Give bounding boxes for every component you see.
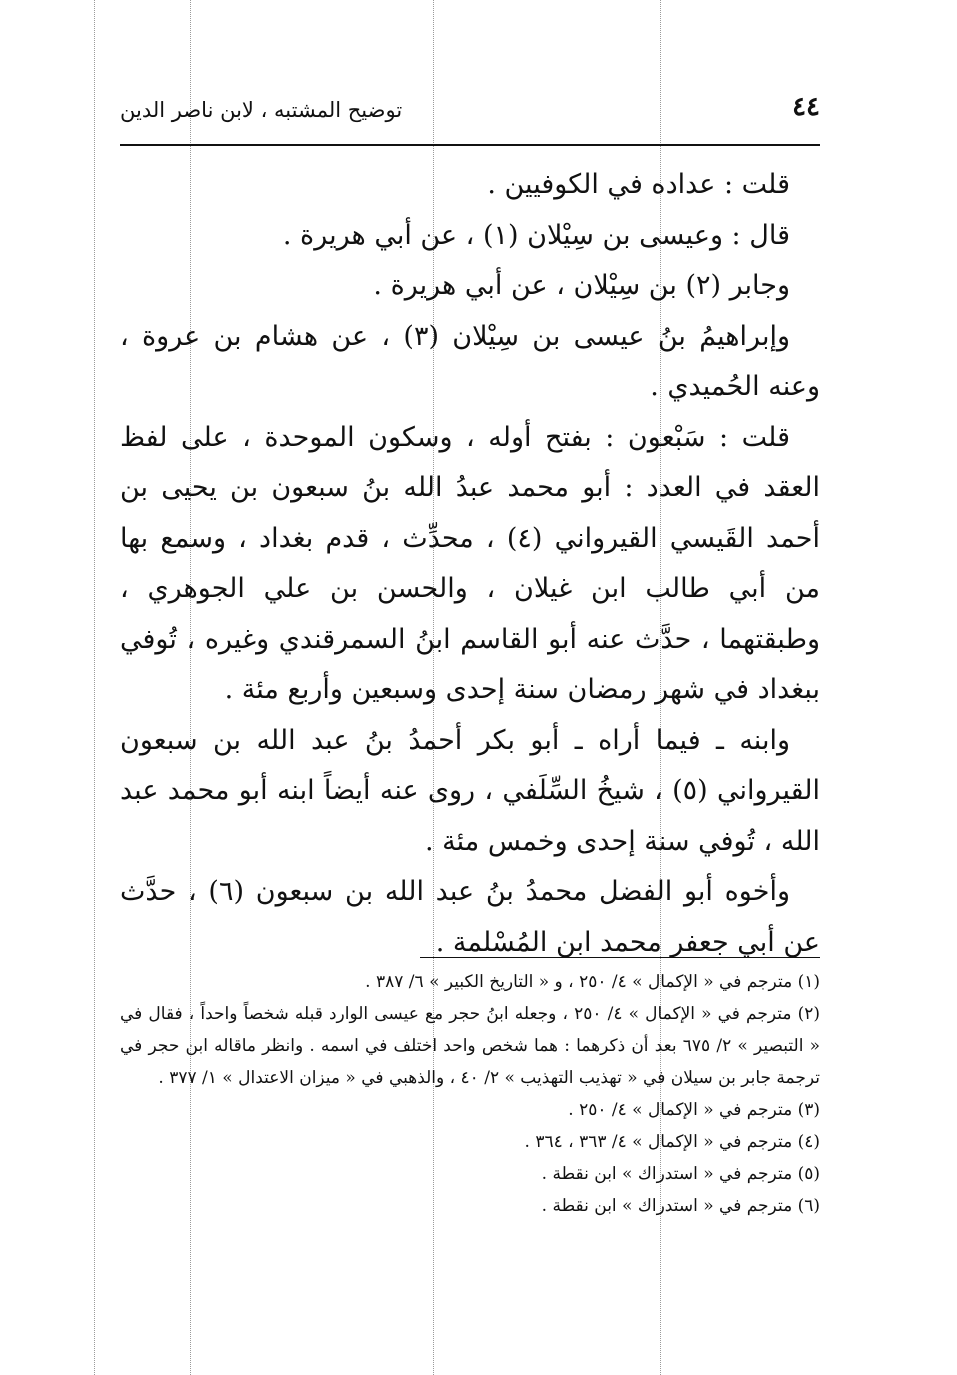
running-title: توضيح المشتبه ، لابن ناصر الدين — [120, 98, 403, 122]
scan-artifact-line — [94, 0, 95, 1375]
footnote: (٥) مترجم في « استدراك » ابن نقطة . — [541, 1164, 820, 1184]
footnote: (٦) مترجم في « استدراك » ابن نقطة . — [541, 1196, 820, 1216]
paragraph: وجابر (٢) بن سِيْلان ، عن أبي هريرة . — [373, 270, 790, 301]
footnote: (١) مترجم في « الإكمال » ٤/ ٢٥٠ ، و « التاريخ الكبير » ٦/ ٣٨٧ . — [365, 972, 820, 992]
main-text — [120, 160, 820, 968]
paragraph: قال : وعيسى بن سِيْلان (١) ، عن أبي هريرة . — [282, 219, 790, 251]
paragraph: قلت : سَبْعون : بفتح أوله ، وسكون الموحدة ، على لفظ العقد في العدد : أبو محمد عبدُ الله بنُ سبعون بن يحيى بن أحمد القَيسي القيرواني (٤) ، محدِّث ، قدم بغداد ، وسمع بها من أبي طالب ابن غيلان ، والحسن بن علي الجوهري ، وطبقتهما ، حدَّث عنه أبو القاسم ابنُ السمرقندي وغيره ، تُوفي ببغداد في شهر رمضان سنة إحدى وسبعين وأربع مئة . — [120, 421, 820, 705]
header-rule — [120, 144, 820, 146]
page-number: ٤٤ — [792, 92, 820, 122]
footnote: (٤) مترجم في « الإكمال » ٤/ ٣٦٣ ، ٣٦٤ . — [524, 1132, 820, 1152]
paragraph: وإبراهيمُ بنُ عيسى بن سِيْلان (٣) ، عن هشام بن عروة ، وعنه الحُميدي . — [120, 320, 820, 402]
paragraph: وابنه ـ فيما أراه ـ أبو بكر أحمدُ بنُ عبد الله بن سبعون القيرواني (٥) ، شيخُ السِّلَفي ، روى عنه أيضاً ابنه أبو محمد عبد الله ، تُوفي سنة إحدى وخمس مئة . — [120, 724, 820, 857]
paragraph: قلت : عداده في الكوفيين . — [487, 169, 790, 200]
page-header — [120, 90, 820, 130]
footnote: (٢) مترجم في « الإكمال » ٤/ ٢٥٠ ، وجعله ابنُ حجر مع عيسى الوارد قبله شخصاً واحداً ، فقال في « التبصير » ٢/ ٦٧٥ بعد أن ذكرهما : هما شخص واحد اختلف في اسمه . وانظر ماقاله ابن حجر في ترجمة جابر بن سيلان في « تهذيب التهذيب » ٢/ ٤٠ ، والذهبي في « ميزان الاعتدال » ١/ ٣٧٧ . — [120, 1004, 821, 1088]
footnote: (٣) مترجم في « الإكمال » ٤/ ٢٥٠ . — [568, 1100, 820, 1120]
footnote-separator — [420, 957, 820, 958]
footnotes — [120, 966, 820, 1222]
paragraph: وأخوه أبو الفضل محمدُ بنُ عبد الله بن سبعون (٦) ، حدَّث عن أبي جعفر محمد ابن المُسْلمة . — [120, 876, 820, 958]
